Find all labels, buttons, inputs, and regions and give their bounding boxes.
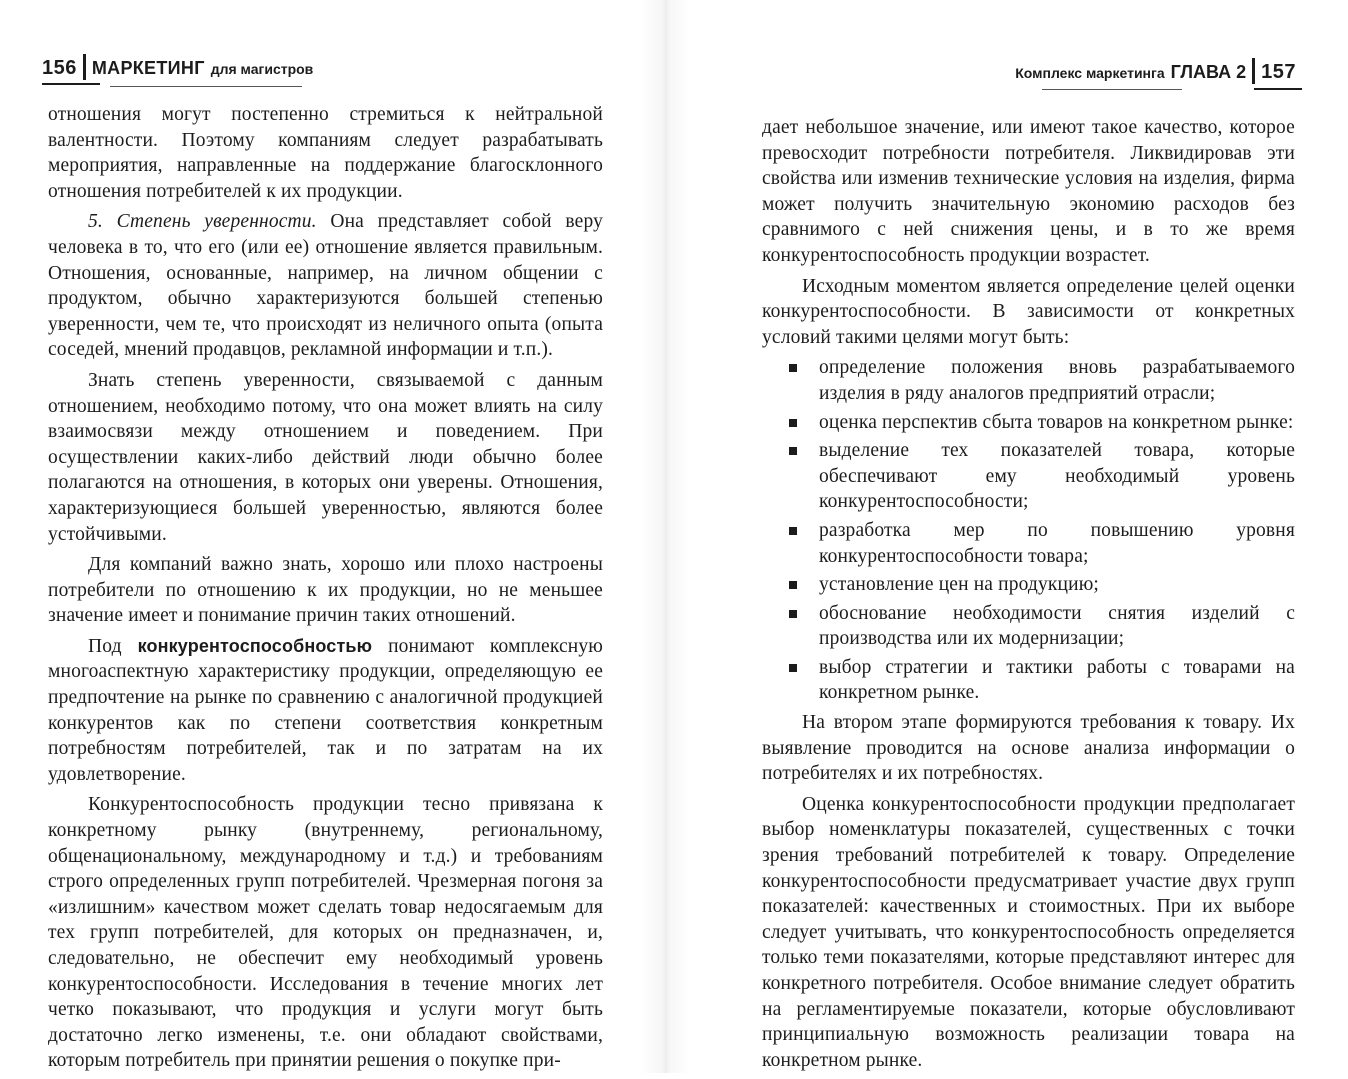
list-item-text: обоснование необходимости снятия изделий с производства или их модернизации; bbox=[819, 602, 1295, 650]
square-bullet-icon bbox=[789, 364, 797, 372]
right-header-underline bbox=[1042, 89, 1182, 90]
right-header-rule bbox=[1254, 88, 1302, 90]
paragraph: Исходным моментом является определение целей оценки конкурентоспособности. В зависимости от конкретных условий такими целями могут быть: bbox=[762, 275, 1295, 348]
left-header-underline bbox=[110, 86, 302, 87]
right-page-number: 157 bbox=[1261, 61, 1296, 83]
square-bullet-icon bbox=[789, 581, 797, 589]
left-running-head bbox=[42, 54, 313, 80]
paragraph: Для компаний важно знать, хорошо или плохо настроены потребители по отношению к их продукции, но не меньшее значение имеет и понимание причин таких отношений. bbox=[48, 554, 603, 627]
paragraph: Конкурентоспособность продукции тесно привязана к конкретному рынку (внутреннему, региональному, общенациональному, международному и т.д.) и требованиям строго определенных групп потребителей. Чрезмерная погоня за «излишним» качеством может сделать товар недосягаемым для тех групп потребителей, для которых он предназначен, и, следовательно, не обеспечит ему необходимый уровень конкурентоспособности. Исследования в течение многих лет четко показывают, что продукция и услуги могут быть достаточно легко изменены, т.е. они обладают свойствами, которым потребитель при принятии решения о покупке при- bbox=[48, 794, 603, 1072]
list-item-text: установление цен на продукцию; bbox=[819, 574, 1099, 596]
book-subtitle: для магистров bbox=[210, 61, 314, 77]
list-item bbox=[762, 518, 1295, 569]
chapter-title: Комплекс маркетинга bbox=[1015, 65, 1165, 81]
left-page-number: 156 bbox=[42, 57, 77, 79]
header-divider bbox=[83, 54, 86, 80]
paragraph: Оценка конкурентоспособности продукции предполагает выбор номенклатуры показателей, существенных с точки зрения требований потребителей к товару. Определение конкурентоспособности предусматривает участие двух групп показателей: качественных и стоимостных. При их выборе следует учитывать, что конкурентоспособность определяется только теми показателями, которые представляют интерес для конкретного потребителя. Особое внимание следует обратить на регламентируемые показатели, которые обусловливают принципиальную возможность реализации товара на конкретном рынке. bbox=[762, 793, 1295, 1071]
defined-term: конкурентоспособностью bbox=[137, 635, 373, 656]
header-divider bbox=[1252, 58, 1255, 84]
paragraph: дает небольшое значение, или имеют такое качество, которое превосходит потребности потребителя. Ликвидировав эти свойства или изменив технические условия на изделия, фирма может получить значительную экономию расходов без сравнимого с ней снижения цены, и в то же время конкурентоспособность продукции возрастет. bbox=[762, 117, 1295, 266]
numbered-term: 5. Степень уверенности. bbox=[88, 211, 317, 233]
list-item-text: оценка перспектив сбыта товаров на конкретном рынке: bbox=[819, 411, 1294, 433]
square-bullet-icon bbox=[789, 664, 797, 672]
list-item-text: выбор стратегии и тактики работы с товарами на конкретном рынке. bbox=[819, 656, 1295, 704]
list-item bbox=[762, 655, 1295, 706]
paragraph-degree-of-confidence bbox=[48, 209, 603, 363]
left-header-rule bbox=[42, 83, 100, 85]
square-bullet-icon bbox=[789, 419, 797, 427]
book-title: МАРКЕТИНГ bbox=[91, 58, 205, 78]
square-bullet-icon bbox=[789, 447, 797, 455]
list-item bbox=[762, 355, 1295, 406]
left-body-text bbox=[48, 102, 603, 1079]
definition-prefix: Под bbox=[88, 635, 138, 657]
right-body-text bbox=[762, 115, 1295, 1078]
goals-bullet-list bbox=[762, 355, 1295, 706]
left-page bbox=[0, 0, 665, 1073]
paragraph-definition bbox=[48, 634, 603, 788]
square-bullet-icon bbox=[789, 527, 797, 535]
square-bullet-icon bbox=[789, 610, 797, 618]
list-item bbox=[762, 438, 1295, 515]
chapter-label: ГЛАВА 2 bbox=[1170, 62, 1247, 82]
list-item-text: выделение тех показателей товара, которые обеспечивают ему необходимый уровень конкурентоспособности; bbox=[819, 440, 1295, 513]
list-item-text: разработка мер по повышению уровня конкурентоспособности товара; bbox=[819, 519, 1295, 567]
list-item bbox=[762, 572, 1295, 598]
paragraph-text: Она представляет собой веру человека в то, что его (или ее) отношение является правильным. Отношения, основанные, например, на личном общении с продуктом, обычно характеризуются большей степенью уверенности, чем те, что происходят из неличного опыта (опыта соседей, мнений продавцов, рекламной информации и т.п.). bbox=[48, 211, 604, 361]
paragraph: На втором этапе формируются требования к товару. Их выявление проводится на основе анализа информации о потребителях и их потребностях. bbox=[762, 712, 1295, 785]
list-item-text: определение положения вновь разрабатываемого изделия в ряду аналогов предприятий отрасли; bbox=[819, 357, 1295, 404]
paragraph: отношения могут постепенно стремиться к нейтральной валентности. Поэтому компаниям следует разрабатывать мероприятия, направленные на поддержание благосклонного отношения потребителей к их продукции. bbox=[48, 104, 603, 202]
list-item bbox=[762, 410, 1295, 436]
list-item bbox=[762, 601, 1295, 652]
paragraph: Знать степень уверенности, связываемой с данным отношением, необходимо потому, что она может влиять на силу взаимосвязи между отношением и поведением. При осуществлении каких-либо действий люди обычно более полагаются на отношения, в которых они уверены. Отношения, характеризующиеся большей уверенностью, являются более устойчивыми. bbox=[48, 369, 603, 545]
definition-text: понимают комплексную многоаспектную характеристику продукции, определяющую ее предпочтение на рынке по сравнению с аналогичной продукцией конкурентов как по степени соответствия конкретным потребностям потребителей, так и по затратам на их удовлетворение. bbox=[48, 635, 603, 785]
right-page bbox=[670, 0, 1348, 1073]
right-running-head bbox=[1015, 58, 1296, 84]
